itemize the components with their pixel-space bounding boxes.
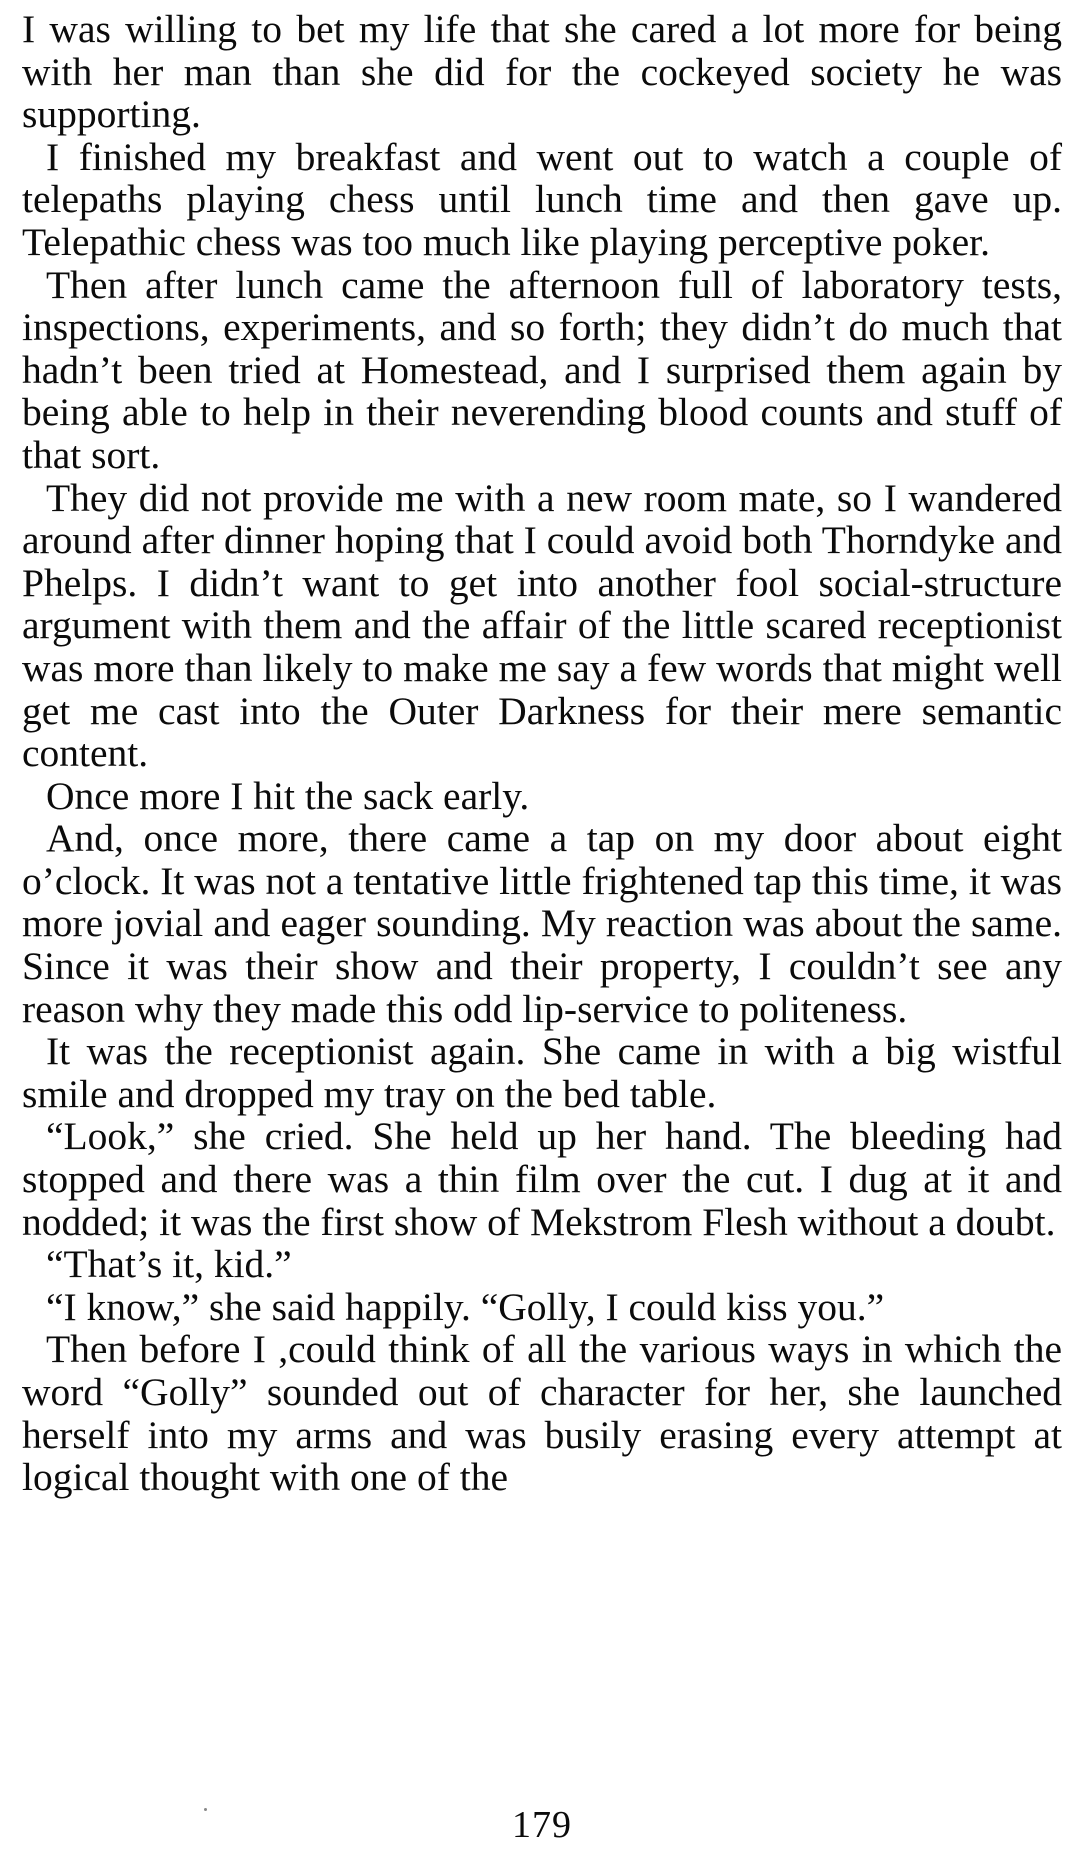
paragraph: It was the receptionist again. She came in with a big wistful smile and dropped my tray on the bed table. xyxy=(22,1029,1062,1116)
body-text xyxy=(22,8,1062,1499)
paragraph: Then before I ,could think of all the various ways in which the word “Golly” sounded out of character for her, she launched herself into my arms and was busily erasing every attempt at logical thought with one of the xyxy=(22,1327,1062,1500)
paragraph: “Look,” she cried. She held up her hand. The bleeding had stopped and there was a thin film over the cut. I dug at it and nodded; it was the first show of Mekstrom Flesh without a doubt. xyxy=(22,1114,1062,1244)
paragraph: “I know,” she said happily. “Golly, I could kiss you.” xyxy=(46,1284,885,1329)
paragraph: I was willing to bet my life that she cared a lot more for being with her man than she did for the cockeyed society he was supporting. xyxy=(22,7,1062,137)
page-number: 179 xyxy=(512,1804,572,1846)
book-page xyxy=(22,8,1062,1848)
paragraph: Then after lunch came the afternoon full of laboratory tests, inspections, experiments, and so forth; they didn’t do much that hadn’t been tried at Homestead, and I surprised them again by being able to help in their neverending blood counts and stuff of that sort. xyxy=(22,262,1062,477)
paragraph: And, once more, there came a tap on my door about eight o’clock. It was not a tentative little frightened tap this time, it was more jovial and eager sounding. My reaction was about the same. Since it was their show and their property, I couldn’t see any reason why they made this odd lip-service to politeness. xyxy=(22,816,1062,1031)
paragraph: I finished my breakfast and went out to watch a couple of telepaths playing chess until lunch time and then gave up. Telepathic chess was too much like playing perceptive poker. xyxy=(22,134,1062,264)
paragraph: They did not provide me with a new room mate, so I wandered around after dinner hoping that I could avoid both Thorndyke and Phelps. I didn’t want to get into another fool social-structure argument with them and the affair of the little scared receptionist was more than likely to make me say a few words that might well get me cast into the Outer Darkness for their mere semantic content. xyxy=(22,475,1062,776)
paragraph: Once more I hit the sack early. xyxy=(46,773,530,818)
paragraph: “That’s it, kid.” xyxy=(46,1242,292,1287)
